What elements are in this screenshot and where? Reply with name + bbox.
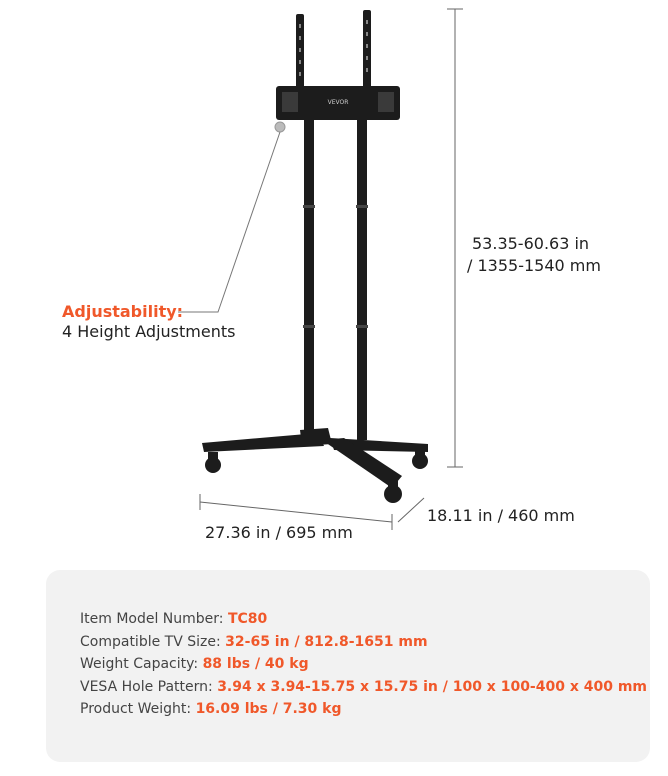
spec-row-weight-capacity [80,653,647,676]
brand-logo: VEVOR [327,99,349,106]
depth-dimension-line [398,498,424,522]
depth-label: 18.11 in / 460 mm [427,506,575,525]
spec-label: Compatible TV Size: [80,633,226,650]
spec-label: Product Weight: [80,701,196,717]
height-dimension-line [447,9,463,467]
spec-row-vesa [80,676,647,699]
spec-row-model [80,608,647,631]
spec-value: 32-65 in / 812.8-1651 mm [225,633,428,650]
spec-value: TC80 [227,611,268,627]
width-label: 27.36 in / 695 mm [205,523,353,542]
spec-label: Weight Capacity: [80,656,203,672]
spec-value: 16.09 lbs / 7.30 kg [195,701,342,717]
callout-leader-line [178,122,285,312]
stand-body [202,10,428,503]
spec-row-product-weight [80,698,647,721]
spec-label: VESA Hole Pattern: [80,678,218,695]
spec-card [46,570,650,762]
height-label-line2: / 1355-1540 mm [467,256,601,275]
spec-list [80,608,647,721]
adjustability-title: Adjustability: [62,302,184,321]
spec-row-tv-size [80,631,647,654]
height-label-line1: 53.35-60.63 in [472,234,590,253]
spec-value: 88 lbs / 40 kg [202,656,309,672]
spec-label: Item Model Number: [80,611,228,627]
adjustability-text: 4 Height Adjustments [62,322,236,341]
spec-value: 3.94 x 3.94-15.75 x 15.75 in / 100 x 100-400 x 400 mm [217,678,648,695]
